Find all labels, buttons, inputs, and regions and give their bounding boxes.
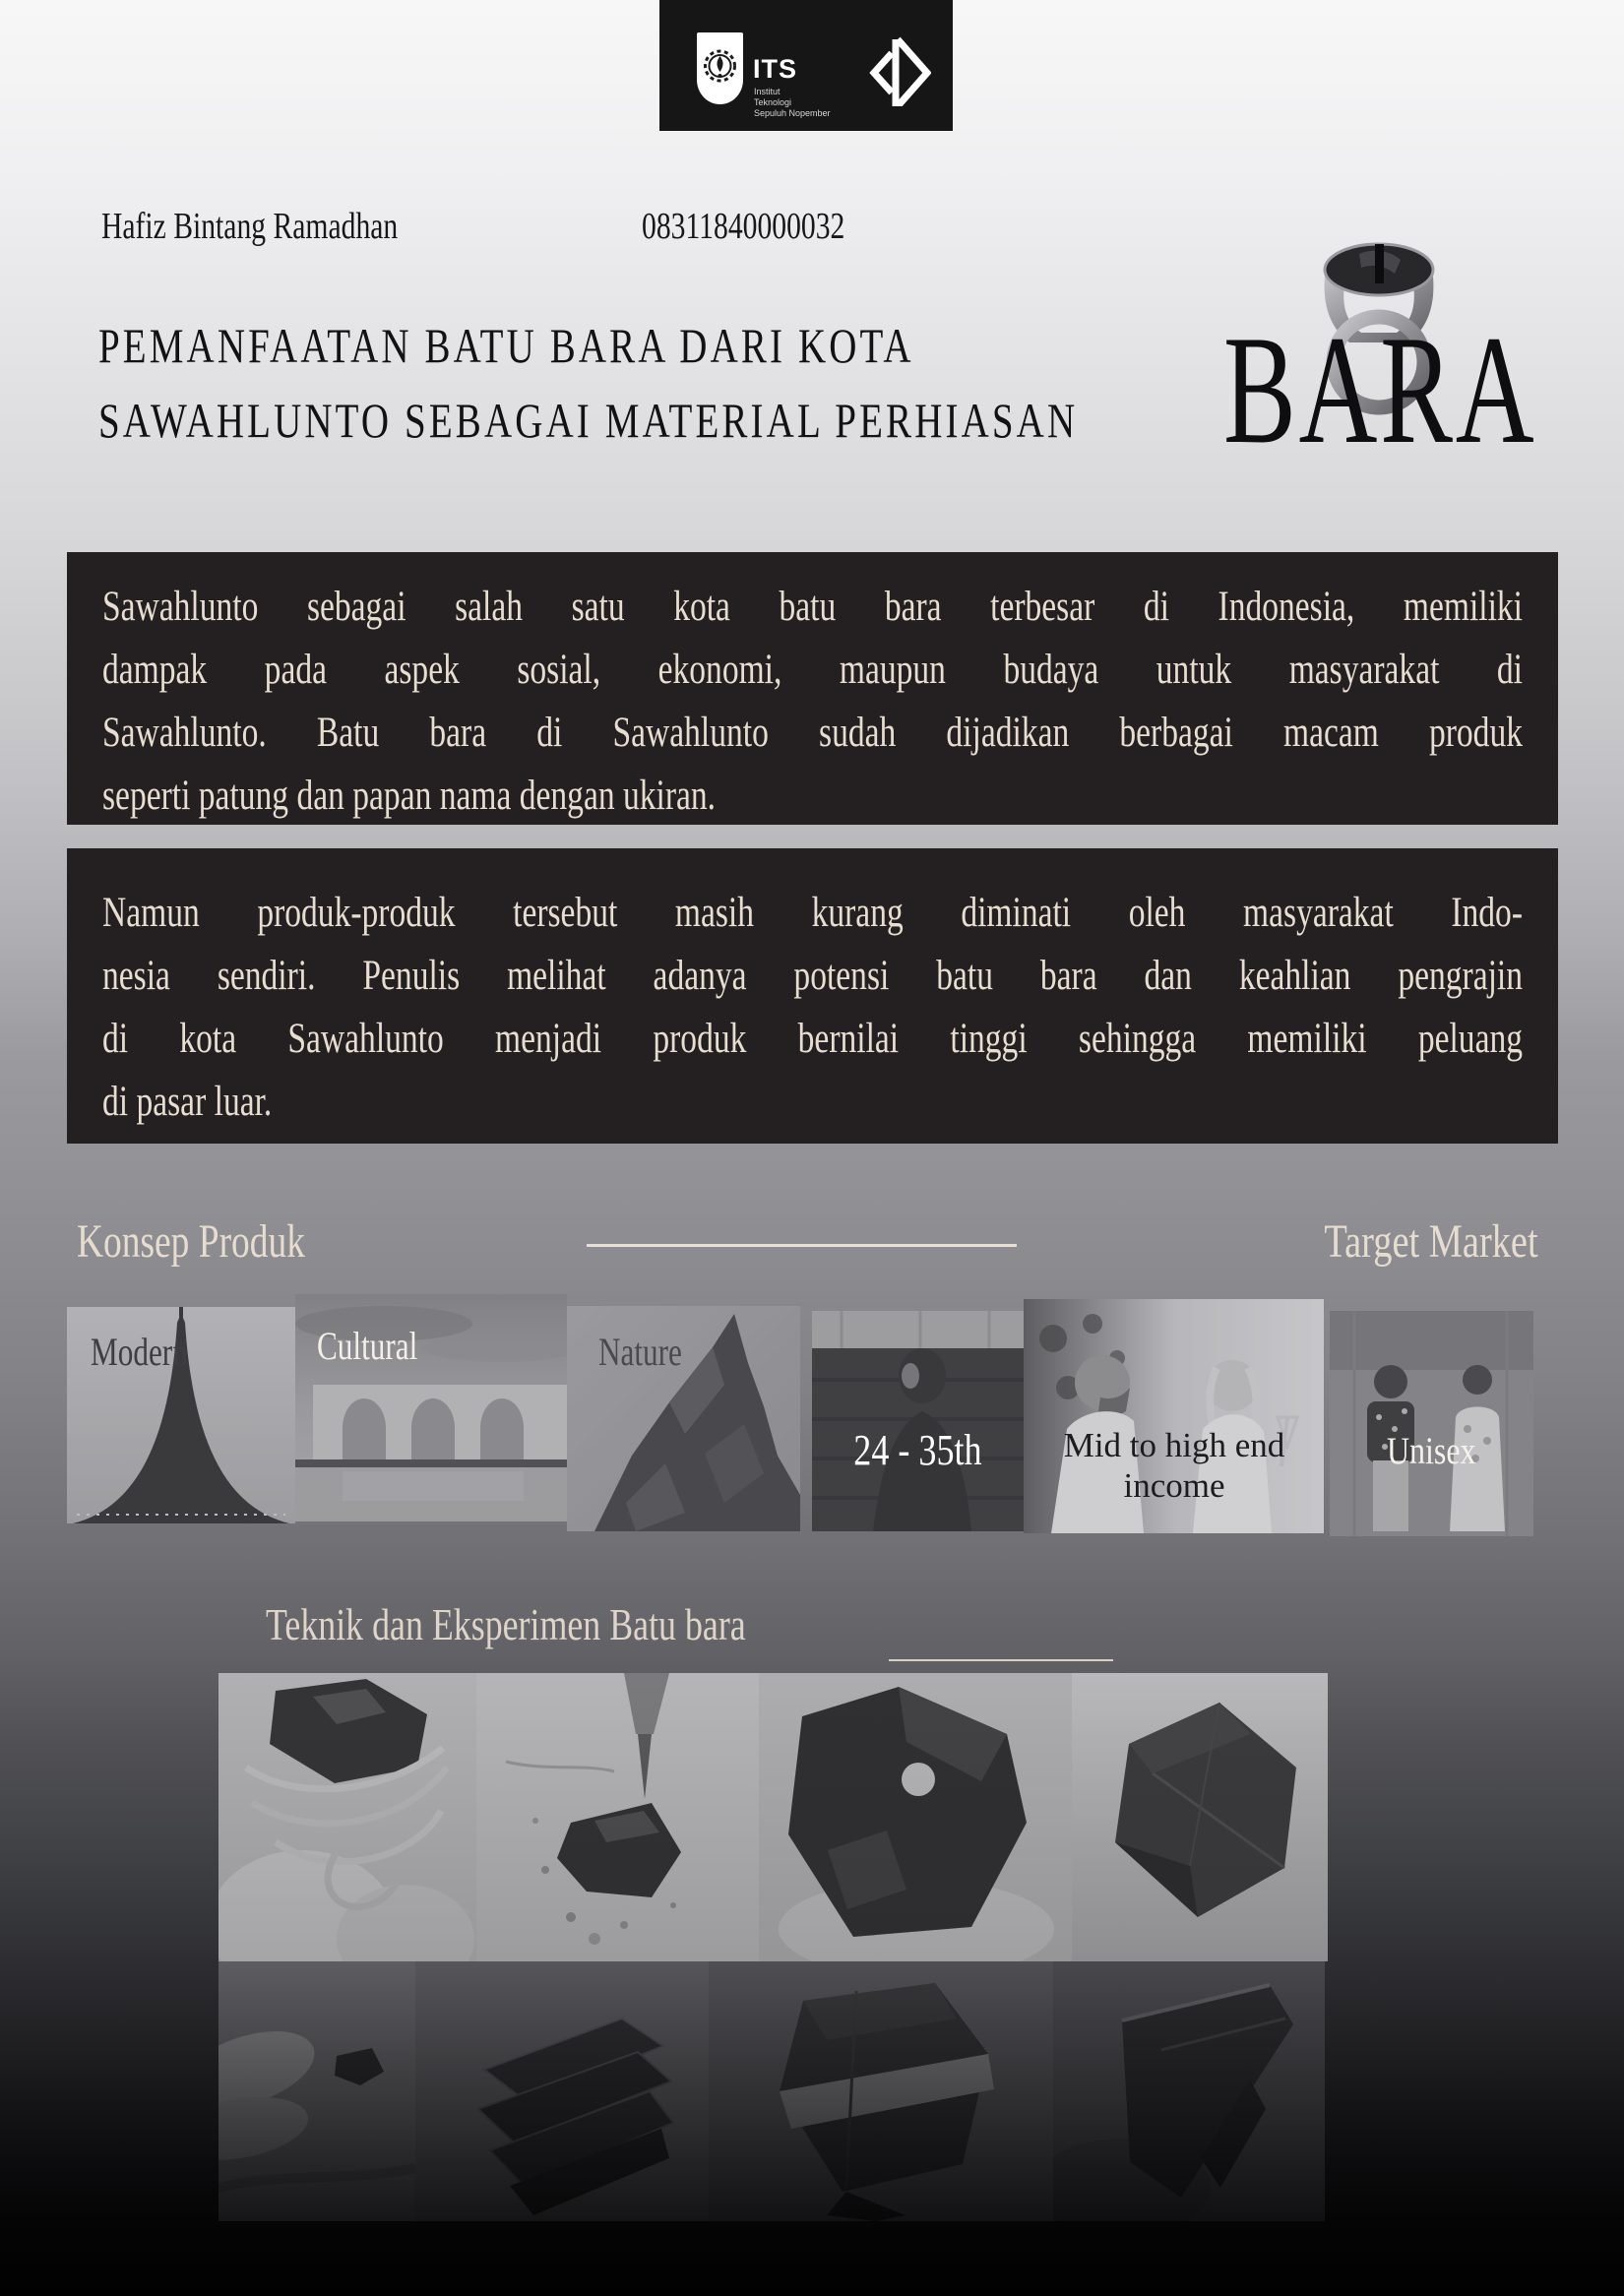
- experiment-photo-coal-with-drilled-hole: [759, 1673, 1072, 1961]
- intro-line: Sawahlunto. Batu bara di Sawahlunto sudah dijadikan berbagai macam produk: [102, 710, 1523, 756]
- its-institution-name: [754, 87, 831, 119]
- author-name: Hafiz Bintang Ramadhan: [101, 206, 399, 247]
- target-image-age-range: [812, 1311, 1024, 1531]
- section-heading-teknik: Teknik dan Eksperimen Batu bara: [266, 1599, 746, 1649]
- brand-wordmark: BARA: [1223, 304, 1537, 476]
- poster-title-line-2: SAWAHLUNTO SEBAGAI MATERIAL PERHIASAN: [98, 393, 1079, 448]
- author-student-id: 08311840000032: [642, 206, 845, 247]
- design-product-logo-icon: [862, 33, 931, 111]
- experiment-photo-coal-slab: [1053, 1961, 1325, 2221]
- experiment-photo-faceted-coal-gem: [1072, 1673, 1328, 1961]
- intro-block-1: [67, 552, 1558, 825]
- intro-block-2: [67, 848, 1558, 1144]
- experiment-photo-coal-gem-with-tape-band: [709, 1961, 1053, 2221]
- experiment-photo-drilling-coal: [476, 1673, 759, 1961]
- intro-line: di kota Sawahlunto menjadi produk bernilai tinggi sehingga memiliki peluang: [102, 1016, 1523, 1062]
- target-image-unisex: [1330, 1311, 1533, 1536]
- its-name-line: Teknologi: [754, 97, 792, 107]
- teknik-underline: [889, 1659, 1113, 1661]
- its-gear-icon: [697, 32, 743, 104]
- intro-line: di pasar luar.: [102, 1079, 273, 1125]
- section-heading-target-market: Target Market: [1324, 1215, 1538, 1268]
- intro-line: nesia sendiri. Penulis melihat adanya potensi batu bara dan keahlian pengrajin: [102, 953, 1523, 999]
- its-shield-icon: [697, 32, 743, 104]
- concept-label-modern: Modern: [91, 1330, 188, 1374]
- experiment-photo-hand-holding-coal-chip: [219, 1961, 415, 2221]
- its-name-line: Sepuluh Nopember: [754, 108, 831, 118]
- intro-line: seperti patung dan papan nama dengan ukiran.: [102, 773, 717, 819]
- concept-label-cultural: Cultural: [317, 1324, 418, 1368]
- intro-line: Sawahlunto sebagai salah satu kota batu bara terbesar di Indonesia, memiliki: [102, 584, 1523, 630]
- concept-label-nature: Nature: [598, 1330, 682, 1374]
- logo-box: [659, 0, 953, 131]
- intro-line: dampak pada aspek sosial, ekonomi, maupun budaya untuk masyarakat di: [102, 647, 1523, 693]
- target-label-income: Mid to high end income: [1063, 1426, 1285, 1505]
- intro-line: Namun produk-produk tersebut masih kurang diminati oleh masyarakat Indo-: [102, 890, 1523, 936]
- experiment-photo-wire-wrapped-coal-ring: [219, 1673, 476, 1961]
- target-label-age-range: 24 - 35th: [853, 1426, 982, 1474]
- its-name-line: Institut: [754, 87, 781, 96]
- section-heading-konsep-produk: Konsep Produk: [77, 1215, 305, 1268]
- section-divider-line: [587, 1244, 1017, 1247]
- its-wordmark: ITS: [753, 54, 798, 84]
- poster-title-line-1: PEMANFAATAN BATU BARA DARI KOTA: [98, 318, 914, 373]
- experiment-photo-stacked-coal-slices: [415, 1961, 709, 2221]
- target-label-unisex: Unisex: [1387, 1430, 1476, 1472]
